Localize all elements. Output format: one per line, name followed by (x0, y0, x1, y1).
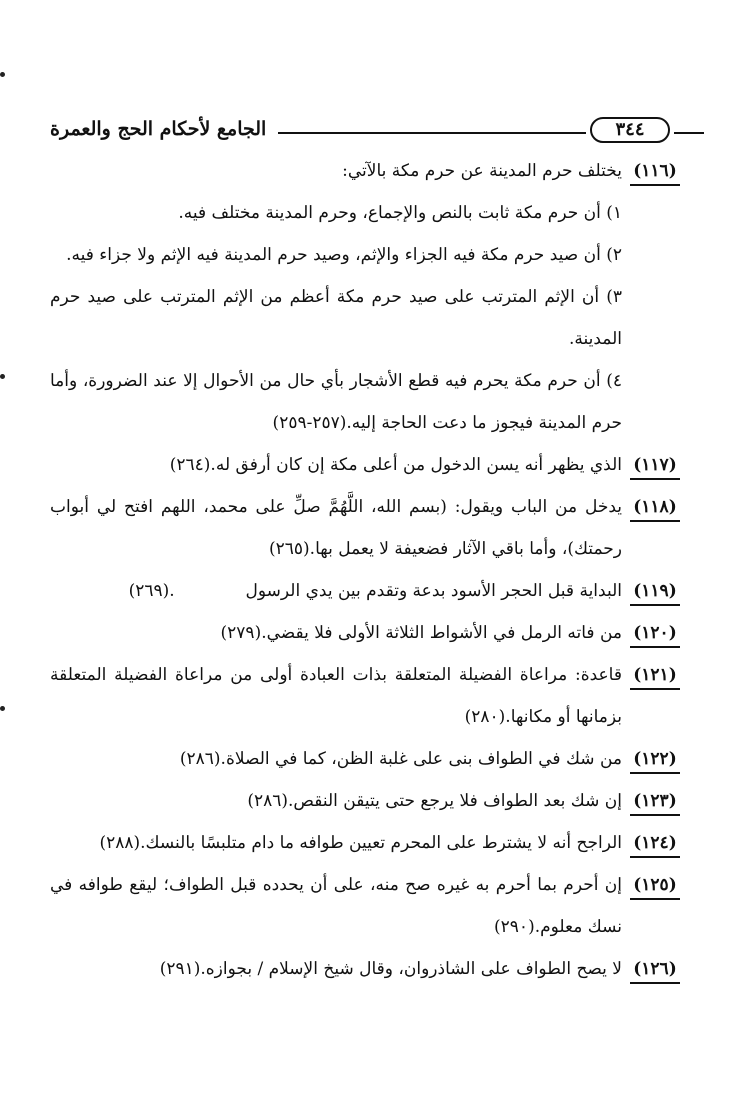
entry-text: يدخل من الباب ويقول: (بسم الله، اللَّهُمَّ صلِّ على محمد، اللهم افتح لي أبواب رحمتك)، وأما باقي الآثار فضعيفة لا يعمل بها.(٢٦٥) (50, 497, 622, 559)
entry-number: (١٢٠) (630, 620, 680, 648)
entry-number: (١١٧) (630, 452, 680, 480)
entry-text: يختلف حرم المدينة عن حرم مكة بالآتي: (342, 161, 622, 181)
entry-118 (50, 486, 680, 570)
entry-126 (50, 948, 680, 990)
entry-125 (50, 864, 680, 948)
entry-122 (50, 738, 680, 780)
entry-number: (١٢٤) (630, 830, 680, 858)
entry-number: (١١٨) (630, 494, 680, 522)
entry-120 (50, 612, 680, 654)
entry-reference: .(٢٦٩) (128, 581, 175, 601)
entry-text-line (50, 570, 622, 612)
book-title: الجامع لأحكام الحج والعمرة (50, 118, 267, 140)
entry-number: (١٢٥) (630, 872, 680, 900)
header-rule (278, 132, 586, 134)
entry-text: قاعدة: مراعاة الفضيلة المتعلقة بذات العبادة أولى من مراعاة الفضيلة المتعلقة بزمانها أو مكانها.(٢٨٠) (50, 665, 622, 727)
entry-121 (50, 654, 680, 738)
entry-119 (50, 570, 680, 612)
sub-item: ٤) أن حرم مكة يحرم فيه قطع الأشجار بأي حال من الأحوال إلا عند الضرورة، وأما حرم المدينة فيجوز ما دعت الحاجة إليه.(٢٥٧-٢٥٩) (50, 371, 622, 433)
entry-number: (١١٦) (630, 158, 680, 186)
entry-number: (١٢٣) (630, 788, 680, 816)
page-header (50, 112, 680, 146)
entry-text: الراجح أنه لا يشترط على المحرم تعيين طوافه ما دام متلبسًا بالنسك.(٢٨٨) (99, 833, 622, 853)
scan-dot (0, 374, 5, 379)
entry-text: إن شك بعد الطواف فلا يرجع حتى يتيقن النقص.(٢٨٦) (247, 791, 622, 811)
entry-number: (١٢١) (630, 662, 680, 690)
entry-text: لا يصح الطواف على الشاذروان، وقال شيخ الإسلام / بجوازه.(٢٩١) (159, 959, 622, 979)
entry-text: من شك في الطواف بنى على غلبة الظن، كما في الصلاة.(٢٨٦) (179, 749, 622, 769)
page-content (50, 150, 680, 990)
entry-117 (50, 444, 680, 486)
entry-124 (50, 822, 680, 864)
entry-text: الذي يظهر أنه يسن الدخول من أعلى مكة إن كان أرفق له.(٢٦٤) (169, 455, 622, 475)
entry-text: من فاته الرمل في الأشواط الثلاثة الأولى فلا يقضي.(٢٧٩) (220, 623, 622, 643)
header-rule (674, 132, 704, 134)
scan-dot (0, 72, 5, 77)
sub-item: ١) أن حرم مكة ثابت بالنص والإجماع، وحرم المدينة مختلف فيه. (178, 203, 622, 223)
sub-item: ٢) أن صيد حرم مكة فيه الجزاء والإثم، وصيد حرم المدينة فيه الإثم ولا جزاء فيه. (66, 245, 622, 265)
page-number: ٣٤٤ (590, 117, 670, 143)
entry-number: (١٢٦) (630, 956, 680, 984)
entry-text: إن أحرم بما أحرم به غيره صح منه، على أن يحدده قبل الطواف؛ ليقع طوافه في نسك معلوم.(٢٩٠) (50, 875, 622, 937)
sub-item: ٣) أن الإثم المترتب على صيد حرم مكة أعظم من الإثم المترتب على صيد حرم المدينة. (50, 287, 622, 349)
scan-dot (0, 706, 5, 711)
entry-text: البداية قبل الحجر الأسود بدعة وتقدم بين يدي الرسول (245, 581, 622, 601)
entry-number: (١٢٢) (630, 746, 680, 774)
entry-number: (١١٩) (630, 578, 680, 606)
entry-116 (50, 150, 680, 444)
entry-123 (50, 780, 680, 822)
